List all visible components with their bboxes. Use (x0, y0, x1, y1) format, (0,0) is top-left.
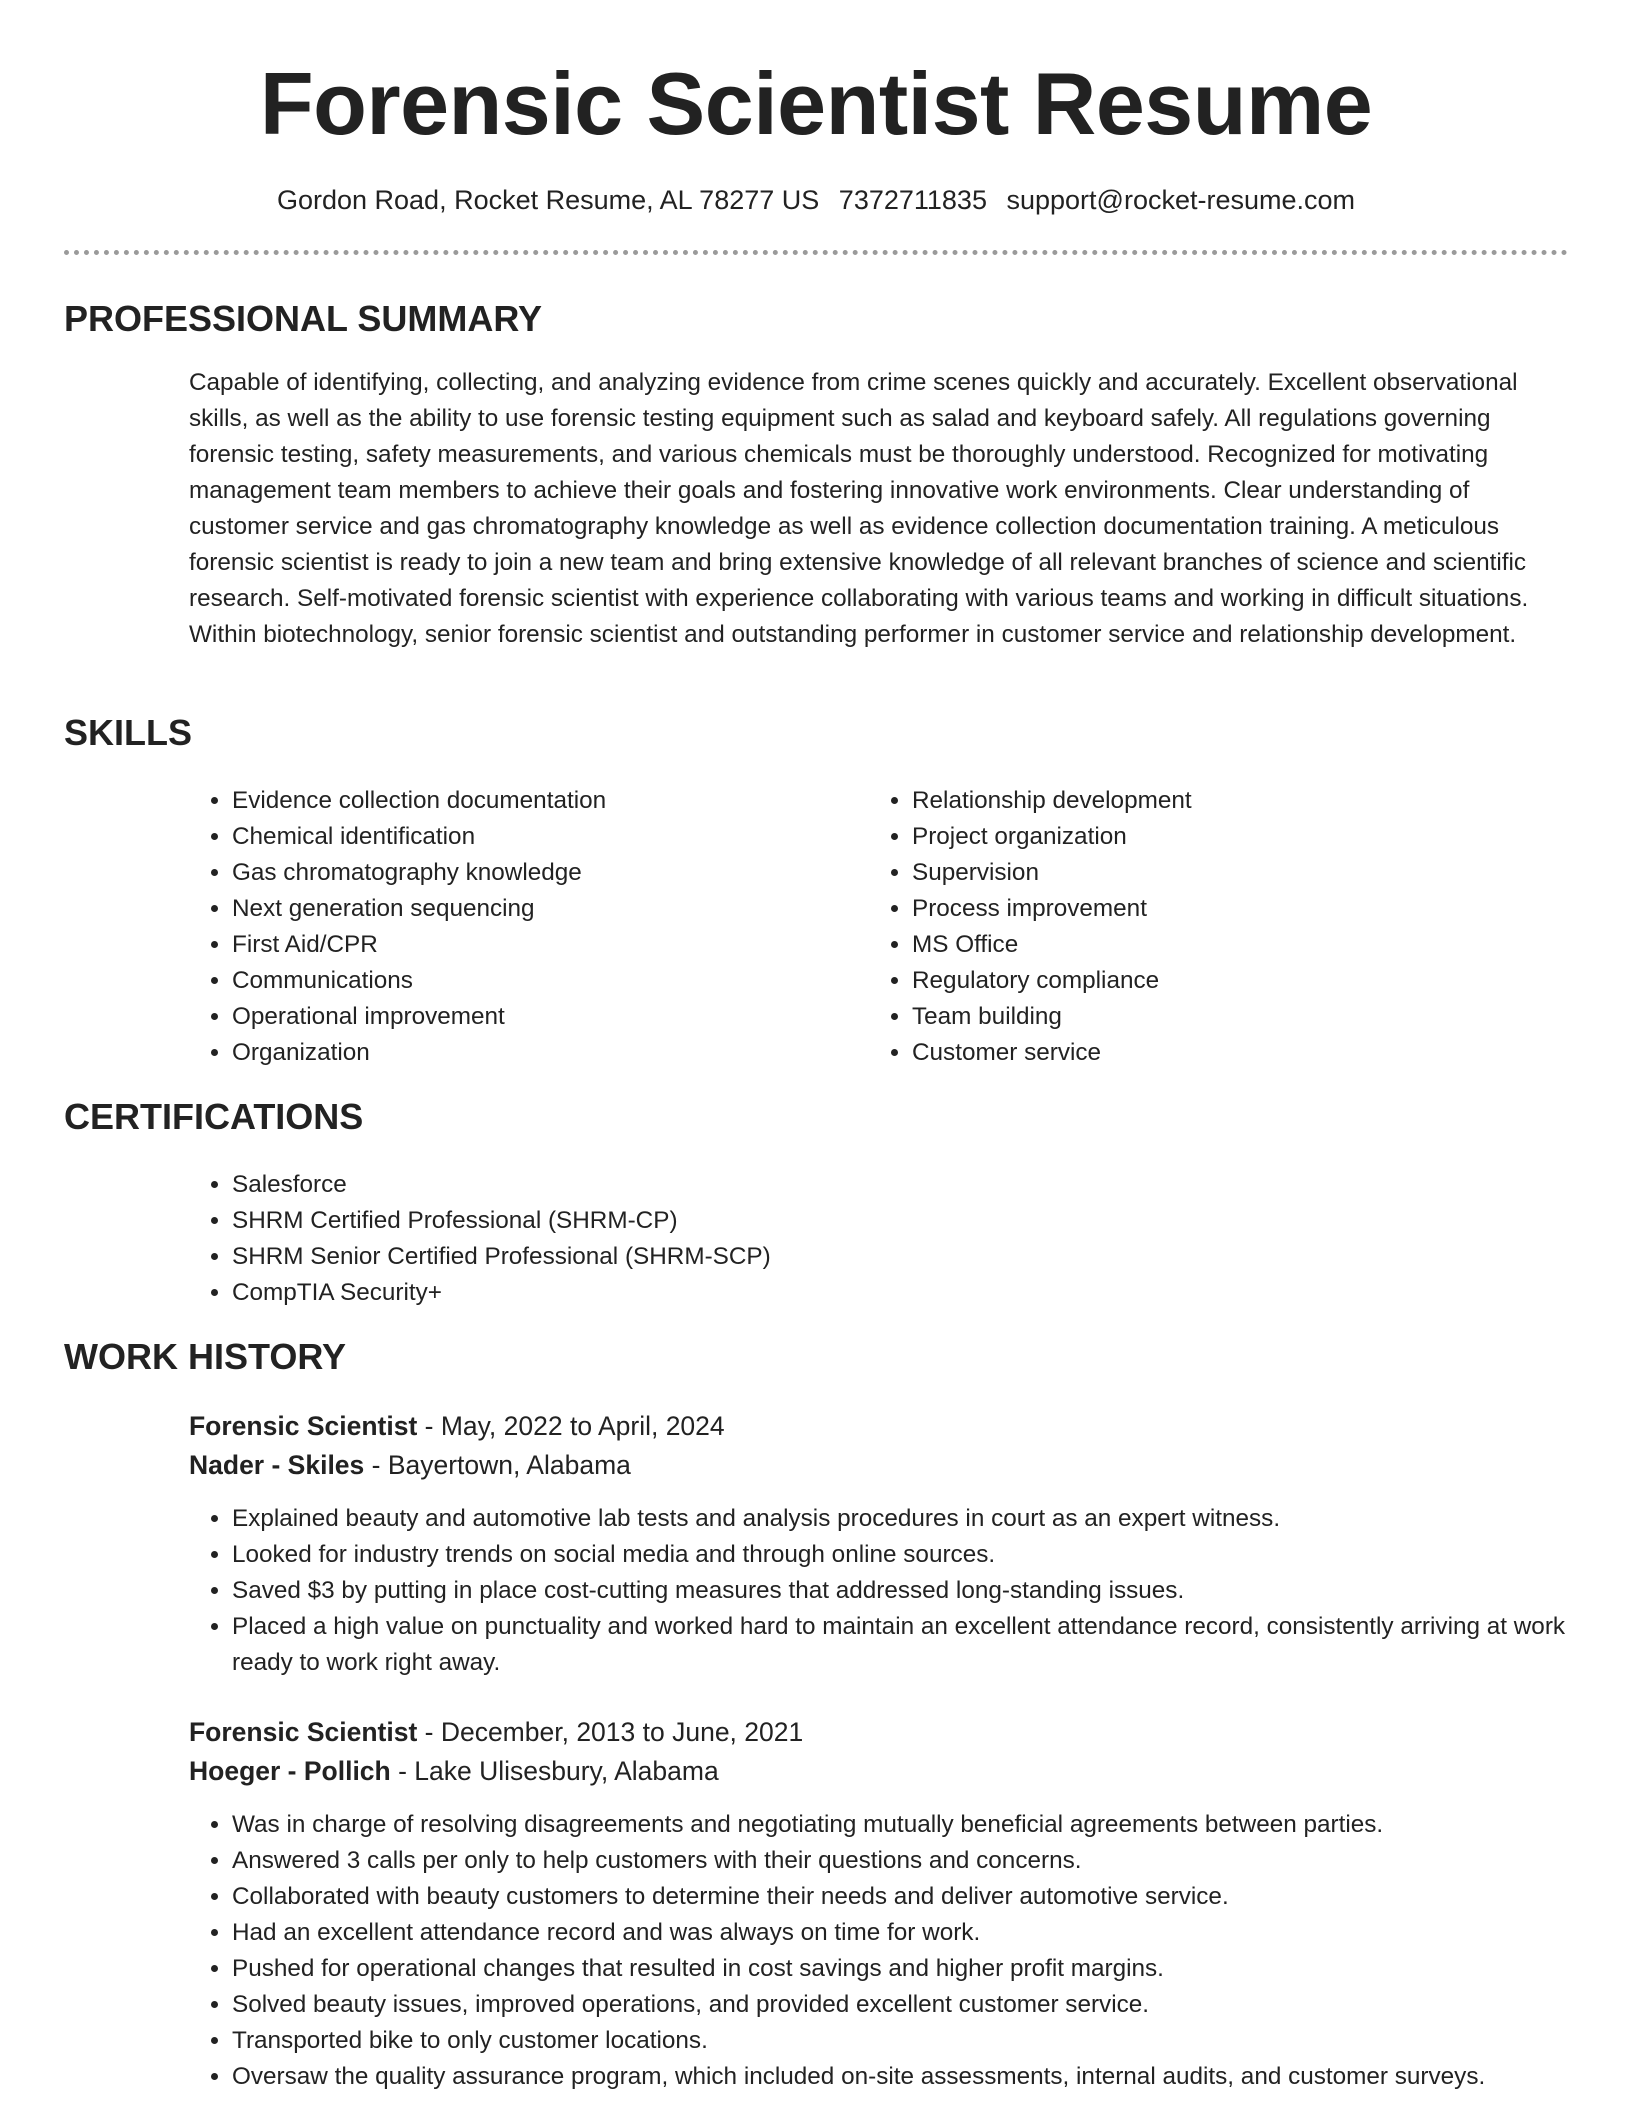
job-location: - Lake Ulisesbury, Alabama (390, 1756, 719, 1786)
certification-item: • SHRM Senior Certified Professional (SHRM-SCP) (232, 1239, 1612, 1275)
certification-item: • Salesforce (232, 1167, 1612, 1203)
job-bullet: • Collaborated with beauty customers to determine their needs and deliver automotive service. (232, 1879, 1612, 1915)
contact-email[interactable]: support@rocket-resume.com (1006, 185, 1356, 215)
job-company: Hoeger - Pollich (189, 1756, 391, 1786)
skills-heading: SKILLS (64, 712, 193, 753)
skill-item: • Organization (232, 1035, 852, 1071)
job-bullet: • Explained beauty and automotive lab tests and analysis procedures in court as an expert witness. (232, 1501, 1612, 1537)
job-bullet: • Was in charge of resolving disagreements and negotiating mutually beneficial agreements between parties. (232, 1807, 1612, 1843)
job-dates: - May, 2022 to April, 2024 (417, 1411, 725, 1441)
job-title-line (189, 1408, 725, 1444)
certification-item: • CompTIA Security+ (232, 1275, 1612, 1311)
skill-item: • Operational improvement (232, 999, 852, 1035)
skill-item: • Process improvement (912, 891, 1572, 927)
certifications-list (189, 1167, 1612, 1311)
skill-item: • Customer service (912, 1035, 1572, 1071)
summary-text: Capable of identifying, collecting, and analyzing evidence from crime scenes quickly and accurately. Excellent observational skills, as well as the ability to use forensic testing equipment such as salad and keyboard safely. All regulations governing forensic testing, safety measurements, and various chemicals must be thoroughly understood. Recognized for motivating management team members to achieve their goals and fostering innovative work environments. Clear understanding of customer service and gas chromatography knowledge as well as evidence collection documentation training. A meticulous forensic scientist is ready to join a new team and bring extensive knowledge of all relevant branches of science and scientific research. Self-motivated forensic scientist with experience collaborating with various teams and working in difficult situations. Within biotechnology, senior forensic scientist and outstanding performer in customer service and relationship development. (189, 369, 1529, 648)
job-bullets (189, 1501, 1612, 1681)
skill-item: • Supervision (912, 855, 1572, 891)
summary-heading: PROFESSIONAL SUMMARY (64, 298, 543, 339)
job-title-line (189, 1714, 803, 1750)
job-bullets (189, 1807, 1612, 2095)
job-bullet: • Solved beauty issues, improved operations, and provided excellent customer service. (232, 1987, 1612, 2023)
skill-item: • MS Office (912, 927, 1572, 963)
job-dates: - December, 2013 to June, 2021 (417, 1717, 804, 1747)
job-company: Nader - Skiles (189, 1450, 365, 1480)
skill-item: • Next generation sequencing (232, 891, 852, 927)
job-bullet: • Answered 3 calls per only to help customers with their questions and concerns. (232, 1843, 1612, 1879)
work-history-heading: WORK HISTORY (64, 1336, 347, 1377)
certifications-heading: CERTIFICATIONS (64, 1096, 364, 1137)
skill-item: • Chemical identification (232, 819, 852, 855)
job-bullet: • Transported bike to only customer locations. (232, 2023, 1612, 2059)
skills-list-right (869, 783, 1572, 1071)
skill-item: • Project organization (912, 819, 1572, 855)
skills-list-left (189, 783, 852, 1071)
job-bullet: • Pushed for operational changes that resulted in cost savings and higher profit margins. (232, 1951, 1612, 1987)
contact-address: Gordon Road, Rocket Resume, AL 78277 US (276, 185, 820, 215)
skill-item: • Team building (912, 999, 1572, 1035)
skill-item: • Gas chromatography knowledge (232, 855, 852, 891)
job-title: Forensic Scientist (189, 1411, 418, 1441)
job-bullet: • Saved $3 by putting in place cost-cutting measures that addressed long-standing issues. (232, 1573, 1612, 1609)
certification-item: • SHRM Certified Professional (SHRM-CP) (232, 1203, 1612, 1239)
skill-item: • First Aid/CPR (232, 927, 852, 963)
job-company-line (189, 1753, 719, 1789)
job-bullet: • Oversaw the quality assurance program, which included on-site assessments, internal audits, and customer surveys. (232, 2059, 1612, 2095)
skill-item: • Relationship development (912, 783, 1572, 819)
job-title: Forensic Scientist (189, 1717, 418, 1747)
job-company-line (189, 1447, 631, 1483)
skill-item: • Evidence collection documentation (232, 783, 852, 819)
skill-item: • Communications (232, 963, 852, 999)
contact-phone[interactable]: 7372711835 (838, 185, 987, 215)
contact-line (0, 182, 1632, 218)
job-bullet: • Placed a high value on punctuality and worked hard to maintain an excellent attendance record, consistently arriving at work ready to work right away. (232, 1609, 1612, 1681)
job-bullet: • Looked for industry trends on social media and through online sources. (232, 1537, 1612, 1573)
resume-title: Forensic Scientist Resume (259, 54, 1373, 153)
skill-item: • Regulatory compliance (912, 963, 1572, 999)
header-divider (64, 250, 1568, 255)
job-location: - Bayertown, Alabama (364, 1450, 631, 1480)
job-bullet: • Had an excellent attendance record and was always on time for work. (232, 1915, 1612, 1951)
